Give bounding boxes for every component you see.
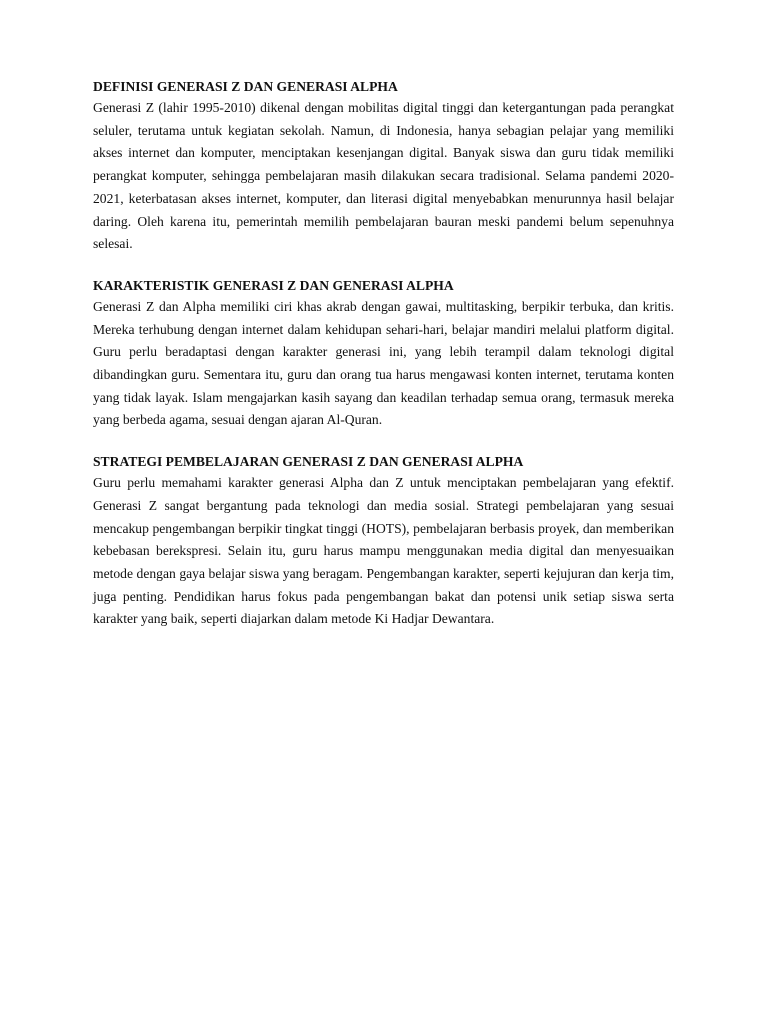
section-paragraph: Guru perlu memahami karakter generasi Alpha dan Z untuk menciptakan pembelajaran yang efektif. Generasi Z sangat bergantung pada teknologi dan media sosial. Strategi pembelajaran yang sesuai mencakup pengembangan berpikir tingkat tinggi (HOTS), pembelajaran berbasis proyek, dan memberikan kebebasan berekspresi. Selain itu, guru harus mampu menggunakan media digital dan menyesuaikan metode dengan gaya belajar siswa yang beragam. Pengembangan karakter, seperti kejujuran dan kerja tim, juga penting. Pendidikan harus fokus pada pengembangan bakat dan potensi unik setiap siswa serta karakter yang baik, seperti diajarkan dalam metode Ki Hadjar Dewantara.: [93, 475, 674, 627]
section-karakteristik: [93, 276, 674, 432]
document-page: [93, 77, 674, 651]
section-heading: STRATEGI PEMBELAJARAN GENERASI Z DAN GENERASI ALPHA: [93, 454, 524, 470]
section-paragraph: Generasi Z (lahir 1995-2010) dikenal dengan mobilitas digital tinggi dan ketergantungan pada perangkat seluler, terutama untuk kegiatan sekolah. Namun, di Indonesia, hanya sebagian pelajar yang memiliki akses internet dan komputer, menciptakan kesenjangan digital. Banyak siswa dan guru tidak memiliki perangkat komputer, sehingga pembelajaran masih dilakukan secara tradisional. Selama pandemi 2020-2021, keterbatasan akses internet, komputer, dan literasi digital menyebabkan menurunnya hasil belajar daring. Oleh karena itu, pemerintah memilih pembelajaran bauran meski pandemi belum sepenuhnya selesai.: [93, 100, 674, 252]
section-paragraph: Generasi Z dan Alpha memiliki ciri khas akrab dengan gawai, multitasking, berpikir terbuka, dan kritis. Mereka terhubung dengan internet dalam kehidupan sehari-hari, belajar mandiri melalui platform digital. Guru perlu beradaptasi dengan karakter generasi ini, yang lebih terampil dalam teknologi digital dibandingkan guru. Sementara itu, guru dan orang tua harus mengawasi konten internet, terutama konten yang tidak layak. Islam mengajarkan kasih sayang dan keadilan terhadap semua orang, termasuk mereka yang berbeda agama, sesuai dengan ajaran Al-Quran.: [93, 298, 674, 428]
section-definisi: [93, 77, 674, 256]
section-heading: DEFINISI GENERASI Z DAN GENERASI ALPHA: [93, 79, 398, 94]
section-heading: KARAKTERISTIK GENERASI Z DAN GENERASI ALPHA: [93, 277, 454, 293]
section-strategi: [93, 452, 674, 631]
